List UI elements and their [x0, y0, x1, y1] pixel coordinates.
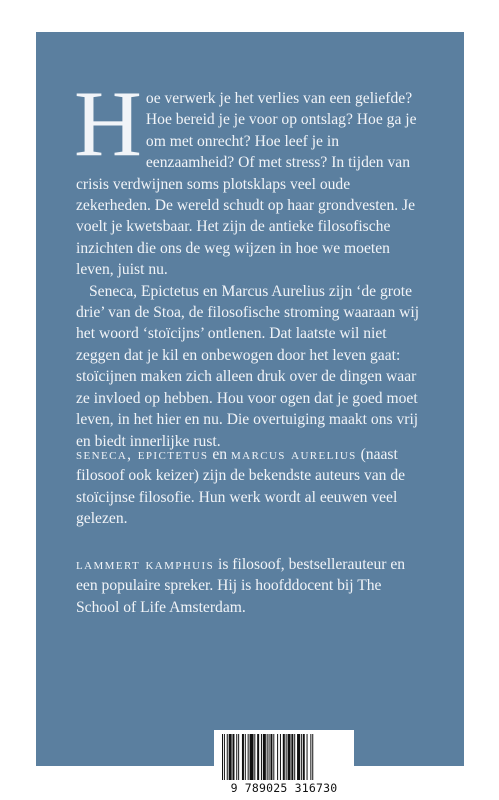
authors-name-2: marcus aurelius — [230, 446, 357, 463]
barcode-bar — [310, 734, 311, 780]
barcode-bar — [291, 734, 293, 780]
barcode-bar — [273, 734, 274, 780]
authors-name-1: seneca, epictetus — [76, 446, 209, 463]
barcode-bar — [267, 734, 268, 780]
barcode-bar — [312, 734, 313, 780]
barcode-bar — [286, 734, 287, 780]
blurb-paragraph-1 — [74, 72, 428, 281]
barcode-bar — [227, 734, 228, 780]
barcode-bar — [232, 734, 234, 780]
barcode-bar — [254, 734, 255, 780]
barcode-bar — [263, 734, 266, 780]
barcode-bar — [303, 734, 305, 780]
barcode-bar — [277, 734, 278, 780]
blurb-paragraph-1-text: oe verwerk je het verlies van een geliefde? Hoe bereid je je voor op ontslag? Hoe ga je om met onrecht? Hoe leef je in eenzaamheid? Of met stress? In tijden van crisis verdwijnen soms plotsklaps veel oude zekerheden. De wereld schudt op haar grondvesten. Je voelt je kwetsbaar. Het zijn de antieke filosofische inzichten die ons de weg wijzen in hoe we moeten leven, juist nu. — [76, 90, 417, 279]
barcode — [214, 730, 354, 798]
barcode-bar — [236, 734, 237, 780]
translator-name: lammert kamphuis — [76, 556, 215, 573]
barcode-bar — [269, 734, 270, 780]
barcode-bar — [307, 734, 308, 780]
barcode-bar — [229, 734, 232, 780]
barcode-bar — [283, 734, 285, 780]
isbn-number: 9 789025 316730 — [230, 781, 338, 795]
barcode-bar — [250, 734, 254, 780]
authors-connector: en — [208, 446, 231, 463]
barcode-bar — [248, 734, 249, 780]
blurb — [74, 72, 428, 452]
authors-bio — [76, 444, 428, 530]
translator-bio-text: is filosoof, bestsellerauteur en een populaire spreker. Hij is hoofddocent bij The School of Life Amsterdam. — [76, 556, 406, 616]
translator-bio — [76, 554, 428, 618]
barcode-bar — [261, 734, 262, 780]
barcode-bar — [257, 734, 259, 780]
barcode-bar — [301, 734, 302, 780]
drop-cap: H — [74, 72, 142, 176]
barcode-bars — [222, 734, 344, 780]
blurb-paragraph-2: Seneca, Epictetus en Marcus Aurelius zijn ‘de grote drie’ van de Stoa, de filosofische stroming waaraan wij het woord ‘stoïcijns’ ontlenen. Dat laatste wil niet zeggen dat je kil en onbewogen door het leven gaat: stoïcijnen maken zich alleen druk over de dingen waar ze invloed op hebben. Hou voor ogen dat je goed moet leven, in het hier en nu. Die overtuiging maakt ons vrij en biedt innerlijke rust. — [76, 282, 420, 450]
back-cover — [36, 32, 464, 795]
barcode-bar — [294, 734, 295, 780]
barcode-bar — [222, 734, 223, 780]
barcode-bar — [242, 734, 244, 780]
barcode-bar — [297, 734, 300, 780]
authors-bio-text: (naast filosoof ook keizer) zijn de bekendste auteurs van de stoïcijnse filosofie. Hun werk wordt al eeuwen veel gelezen. — [76, 446, 406, 528]
barcode-bar — [280, 734, 281, 780]
barcode-bar — [238, 734, 239, 780]
barcode-bar — [288, 734, 291, 780]
barcode-bar — [245, 734, 246, 780]
barcode-bar — [270, 734, 272, 780]
barcode-bar — [224, 734, 225, 780]
